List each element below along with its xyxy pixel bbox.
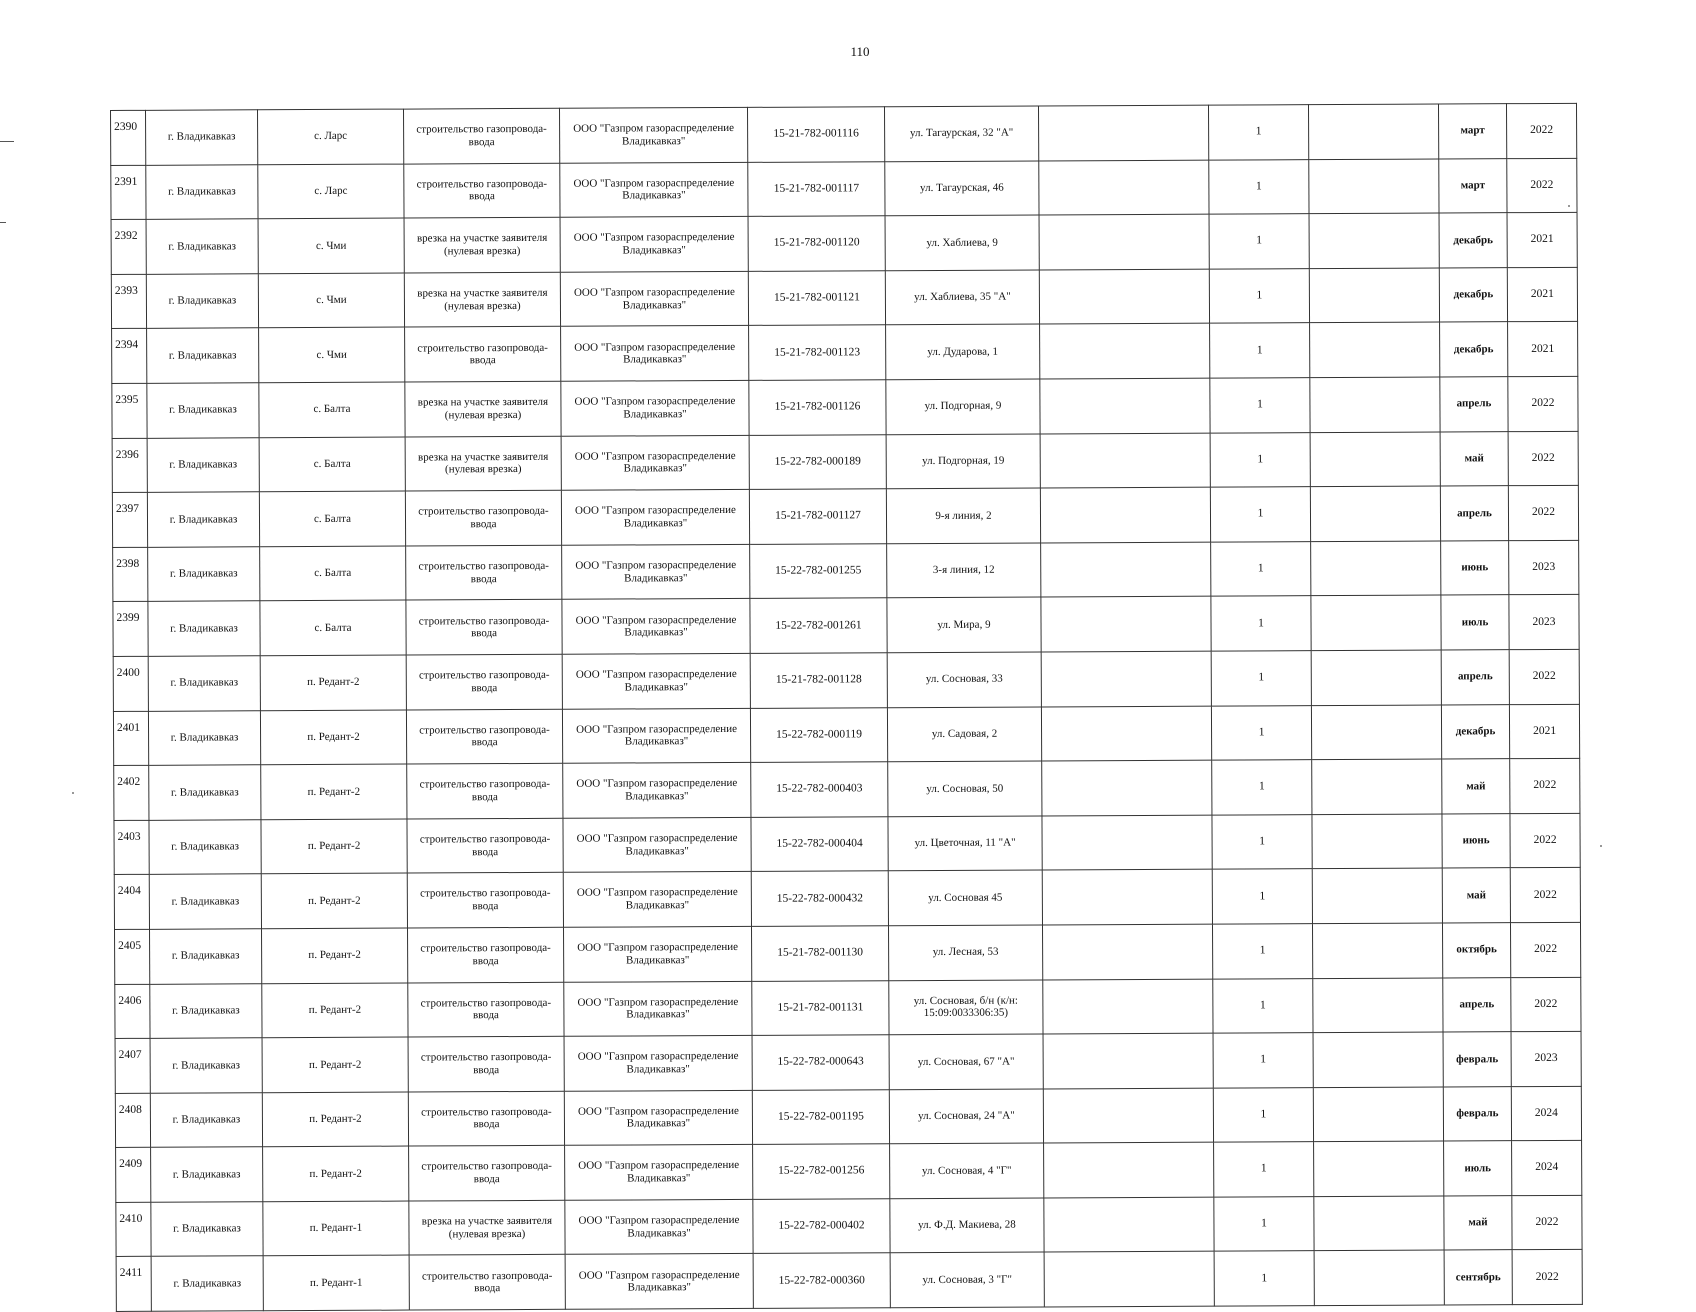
page-number: 110 [850, 44, 870, 59]
city-cell: г. Владикавказ [148, 656, 260, 711]
work-type-cell: строительство газопровода-ввода [406, 654, 562, 709]
table-row [113, 704, 1579, 766]
city-cell: г. Владикавказ [150, 929, 262, 984]
scan-speck [1600, 845, 1602, 847]
row-number-cell: 2395 [112, 383, 147, 438]
empty-cell [1042, 815, 1212, 870]
settlement-cell: с. Ларс [258, 109, 404, 164]
organization-cell: ООО "Газпром газораспределение Владикавказ" [560, 271, 748, 327]
work-type-cell: строительство газопровода-ввода [408, 927, 564, 982]
application-code-cell: 15-22-782-001255 [750, 543, 887, 598]
empty-cell [1314, 1141, 1444, 1196]
empty-cell [1314, 1196, 1444, 1251]
address-cell: ул. Подгорная, 19 [886, 434, 1040, 489]
empty-cell [1044, 1252, 1214, 1307]
application-code-cell: 15-22-782-000404 [751, 816, 888, 871]
city-cell: г. Владикавказ [151, 1202, 263, 1257]
month-cell: апрель [1440, 486, 1508, 541]
month-cell: март [1438, 104, 1506, 159]
row-number-cell: 2396 [112, 438, 147, 493]
work-type-cell: врезка на участке заявителя (нулевая врезка) [405, 381, 561, 436]
month-cell: февраль [1443, 1032, 1511, 1087]
organization-cell: ООО "Газпром газораспределение Владикавказ" [561, 490, 749, 546]
month-cell: июль [1441, 595, 1509, 650]
work-type-cell: врезка на участке заявителя (нулевая врезка) [405, 436, 561, 491]
address-cell: ул. Лесная, 53 [888, 925, 1042, 980]
city-cell: г. Владикавказ [151, 1256, 263, 1311]
count-cell: 1 [1209, 159, 1309, 214]
settlement-cell: п. Редант-2 [260, 710, 406, 765]
application-code-cell: 15-22-782-001195 [752, 1089, 889, 1144]
row-number-cell: 2391 [111, 165, 146, 220]
year-cell: 2022 [1506, 103, 1576, 158]
month-cell: декабрь [1441, 704, 1509, 759]
work-type-cell: строительство газопровода-ввода [407, 763, 563, 818]
row-number-cell: 2403 [114, 820, 149, 875]
address-cell: ул. Хаблиева, 35 "А" [885, 270, 1039, 325]
scan-edge-mark [0, 141, 14, 142]
row-number-cell: 2401 [113, 711, 148, 766]
empty-cell [1310, 432, 1440, 487]
settlement-cell: с. Чми [258, 273, 404, 328]
table-row [113, 540, 1579, 602]
row-number-cell: 2405 [115, 929, 150, 984]
empty-cell [1313, 977, 1443, 1032]
empty-cell [1312, 814, 1442, 869]
city-cell: г. Владикавказ [150, 1092, 262, 1147]
empty-cell [1309, 159, 1439, 214]
settlement-cell: с. Чми [258, 218, 404, 273]
table-row [116, 1250, 1582, 1312]
work-type-cell: строительство газопровода-ввода [405, 490, 561, 545]
application-code-cell: 15-22-782-001256 [753, 1144, 890, 1199]
work-type-cell: врезка на участке заявителя (нулевая врезка) [404, 272, 560, 327]
address-cell: ул. Садовая, 2 [887, 706, 1041, 761]
settlement-cell: с. Балта [259, 437, 405, 492]
year-cell: 2024 [1512, 1141, 1582, 1196]
month-cell: апрель [1440, 377, 1508, 432]
month-cell: декабрь [1439, 267, 1507, 322]
empty-cell [1309, 268, 1439, 323]
empty-cell [1311, 541, 1441, 596]
city-cell: г. Владикавказ [149, 819, 261, 874]
count-cell: 1 [1211, 705, 1311, 760]
address-cell: ул. Сосновая 45 [888, 870, 1042, 925]
count-cell: 1 [1213, 1033, 1313, 1088]
table-row [112, 485, 1578, 547]
table-row [111, 158, 1577, 220]
empty-cell [1042, 924, 1212, 979]
city-cell: г. Владикавказ [146, 219, 258, 274]
year-cell: 2022 [1510, 922, 1580, 977]
empty-cell [1043, 1033, 1213, 1088]
settlement-cell: п. Редант-2 [262, 928, 408, 983]
count-cell: 1 [1209, 268, 1309, 323]
address-cell: ул. Ф.Д. Макиева, 28 [890, 1198, 1044, 1253]
settlement-cell: с. Ларс [258, 164, 404, 219]
count-cell: 1 [1210, 378, 1310, 433]
table-row [111, 103, 1577, 165]
month-cell: июнь [1441, 540, 1509, 595]
settlement-cell: п. Редант-2 [262, 983, 408, 1038]
table-row [113, 595, 1579, 657]
count-cell: 1 [1210, 487, 1310, 542]
address-cell: ул. Сосновая, 3 "Г" [890, 1252, 1044, 1307]
empty-cell [1040, 324, 1210, 379]
empty-cell [1039, 160, 1209, 215]
row-number-cell: 2399 [113, 602, 148, 657]
row-number-cell: 2409 [116, 1148, 151, 1203]
organization-cell: ООО "Газпром газораспределение Владикавказ" [565, 1254, 753, 1310]
address-cell: ул. Мира, 9 [887, 597, 1041, 652]
work-type-cell: строительство газопровода-ввода [408, 982, 564, 1037]
count-cell: 1 [1210, 323, 1310, 378]
settlement-cell: п. Редант-1 [263, 1256, 409, 1311]
settlement-cell: с. Чми [259, 327, 405, 382]
address-cell: ул. Тагаурская, 32 "А" [884, 106, 1038, 161]
empty-cell [1041, 651, 1211, 706]
city-cell: г. Владикавказ [151, 1147, 263, 1202]
year-cell: 2024 [1511, 1086, 1581, 1141]
count-cell: 1 [1210, 432, 1310, 487]
year-cell: 2023 [1509, 540, 1579, 595]
organization-cell: ООО "Газпром газораспределение Владикавказ" [562, 653, 750, 709]
row-number-cell: 2398 [113, 547, 148, 602]
year-cell: 2022 [1510, 758, 1580, 813]
organization-cell: ООО "Газпром газораспределение Владикавказ" [562, 544, 750, 600]
table-row [112, 322, 1578, 384]
address-cell: ул. Тагаурская, 46 [885, 161, 1039, 216]
month-cell: май [1440, 431, 1508, 486]
year-cell: 2022 [1511, 977, 1581, 1032]
organization-cell: ООО "Газпром газораспределение Владикавказ" [562, 599, 750, 655]
month-cell: июнь [1442, 813, 1510, 868]
organization-cell: ООО "Газпром газораспределение Владикавказ" [561, 326, 749, 382]
year-cell: 2023 [1509, 595, 1579, 650]
row-number-cell: 2411 [116, 1257, 151, 1312]
work-type-cell: врезка на участке заявителя (нулевая врезка) [404, 217, 560, 272]
work-type-cell: строительство газопровода-ввода [404, 163, 560, 218]
city-cell: г. Владикавказ [150, 983, 262, 1038]
address-cell: 9-я линия, 2 [886, 488, 1040, 543]
empty-cell [1043, 1088, 1213, 1143]
work-type-cell: строительство газопровода-ввода [408, 1091, 564, 1146]
city-cell: г. Владикавказ [146, 274, 258, 329]
application-code-cell: 15-22-782-000189 [749, 434, 886, 489]
application-code-cell: 15-22-782-000360 [753, 1253, 890, 1308]
application-code-cell: 15-21-782-001130 [751, 926, 888, 981]
table-row [115, 1031, 1581, 1093]
address-cell: ул. Цветочная, 11 "А" [888, 816, 1042, 871]
row-number-cell: 2407 [115, 1038, 150, 1093]
city-cell: г. Владикавказ [148, 547, 260, 602]
row-number-cell: 2397 [112, 492, 147, 547]
row-number-cell: 2406 [115, 984, 150, 1039]
empty-cell [1042, 869, 1212, 924]
work-type-cell: строительство газопровода-ввода [403, 108, 559, 163]
work-type-cell: строительство газопровода-ввода [405, 327, 561, 382]
empty-cell [1041, 542, 1211, 597]
year-cell: 2022 [1508, 376, 1578, 431]
empty-cell [1041, 706, 1211, 761]
settlement-cell: п. Редант-2 [261, 819, 407, 874]
address-cell: ул. Сосновая, 50 [888, 761, 1042, 816]
count-cell: 1 [1208, 105, 1308, 160]
table-row [114, 758, 1580, 820]
organization-cell: ООО "Газпром газораспределение Владикавказ" [563, 817, 751, 873]
year-cell: 2021 [1509, 704, 1579, 759]
address-cell: ул. Сосновая, 4 "Г" [890, 1143, 1044, 1198]
count-cell: 1 [1214, 1251, 1314, 1306]
organization-cell: ООО "Газпром газораспределение Владикавказ" [564, 981, 752, 1037]
empty-cell [1313, 1087, 1443, 1142]
settlement-cell: с. Балта [260, 546, 406, 601]
count-cell: 1 [1212, 924, 1312, 979]
count-cell: 1 [1214, 1197, 1314, 1252]
city-cell: г. Владикавказ [147, 383, 259, 438]
year-cell: 2021 [1508, 322, 1578, 377]
month-cell: май [1442, 759, 1510, 814]
address-cell: ул. Сосновая, 33 [887, 652, 1041, 707]
year-cell: 2022 [1512, 1250, 1582, 1305]
month-cell: апрель [1441, 650, 1509, 705]
organization-cell: ООО "Газпром газораспределение Владикавказ" [563, 872, 751, 928]
address-cell: ул. Дударова, 1 [886, 324, 1040, 379]
empty-cell [1041, 596, 1211, 651]
row-number-cell: 2410 [116, 1202, 151, 1257]
work-type-cell: врезка на участке заявителя (нулевая врезка) [409, 1200, 565, 1255]
organization-cell: ООО "Газпром газораспределение Владикавказ" [559, 107, 747, 163]
application-code-cell: 15-22-782-000403 [751, 762, 888, 817]
organization-cell: ООО "Газпром газораспределение Владикавказ" [564, 1035, 752, 1091]
settlement-cell: с. Балта [259, 382, 405, 437]
city-cell: г. Владикавказ [149, 874, 261, 929]
table-row [111, 213, 1577, 275]
year-cell: 2022 [1510, 868, 1580, 923]
count-cell: 1 [1213, 978, 1313, 1033]
settlement-cell: п. Редант-2 [261, 764, 407, 819]
table-row [113, 649, 1579, 711]
row-number-cell: 2408 [115, 1093, 150, 1148]
application-code-cell: 15-22-782-000119 [750, 707, 887, 762]
city-cell: г. Владикавказ [146, 110, 258, 165]
empty-cell [1311, 705, 1441, 760]
empty-cell [1311, 650, 1441, 705]
empty-cell [1044, 1197, 1214, 1252]
empty-cell [1039, 269, 1209, 324]
empty-cell [1310, 486, 1440, 541]
empty-cell [1309, 213, 1439, 268]
application-code-cell: 15-22-782-001261 [750, 598, 887, 653]
empty-cell [1038, 105, 1208, 160]
organization-cell: ООО "Газпром газораспределение Владикавказ" [561, 380, 749, 436]
address-cell: ул. Сосновая, 67 "А" [889, 1034, 1043, 1089]
settlement-cell: п. Редант-2 [263, 1146, 409, 1201]
table-row [112, 431, 1578, 493]
year-cell: 2022 [1508, 431, 1578, 486]
year-cell: 2022 [1509, 649, 1579, 704]
year-cell: 2022 [1512, 1195, 1582, 1250]
application-code-cell: 15-21-782-001123 [749, 325, 886, 380]
table-row [115, 922, 1581, 984]
organization-cell: ООО "Газпром газораспределение Владикавказ" [563, 926, 751, 982]
register-body [111, 103, 1583, 1311]
settlement-cell: п. Редант-1 [263, 1201, 409, 1256]
table-row [116, 1195, 1582, 1257]
empty-cell [1312, 868, 1442, 923]
empty-cell [1312, 759, 1442, 814]
city-cell: г. Владикавказ [148, 710, 260, 765]
city-cell: г. Владикавказ [146, 164, 258, 219]
settlement-cell: с. Балта [260, 600, 406, 655]
settlement-cell: п. Редант-2 [262, 1092, 408, 1147]
application-code-cell: 15-22-782-000402 [753, 1199, 890, 1254]
application-code-cell: 15-21-782-001116 [747, 107, 884, 162]
empty-cell [1040, 433, 1210, 488]
empty-cell [1039, 214, 1209, 269]
empty-cell [1040, 378, 1210, 433]
month-cell: апрель [1443, 977, 1511, 1032]
empty-cell [1311, 595, 1441, 650]
address-cell: ул. Сосновая, б/н (к/н: 15:09:0033306:35) [889, 979, 1043, 1034]
table-row [115, 1086, 1581, 1148]
city-cell: г. Владикавказ [148, 601, 260, 656]
month-cell: декабрь [1440, 322, 1508, 377]
year-cell: 2021 [1507, 213, 1577, 268]
work-type-cell: строительство газопровода-ввода [407, 818, 563, 873]
application-code-cell: 15-21-782-001120 [748, 216, 885, 271]
work-type-cell: строительство газопровода-ввода [409, 1255, 565, 1310]
empty-cell [1044, 1142, 1214, 1197]
row-number-cell: 2392 [111, 220, 146, 275]
empty-cell [1312, 923, 1442, 978]
table-row [111, 267, 1577, 329]
organization-cell: ООО "Газпром газораспределение Владикавказ" [561, 435, 749, 491]
row-number-cell: 2404 [114, 875, 149, 930]
application-code-cell: 15-21-782-001126 [749, 380, 886, 435]
settlement-cell: п. Редант-2 [260, 655, 406, 710]
count-cell: 1 [1209, 214, 1309, 269]
address-cell: ул. Подгорная, 9 [886, 379, 1040, 434]
count-cell: 1 [1212, 869, 1312, 924]
month-cell: сентябрь [1444, 1250, 1512, 1305]
settlement-cell: п. Редант-2 [261, 873, 407, 928]
work-type-cell: строительство газопровода-ввода [407, 873, 563, 928]
count-cell: 1 [1211, 596, 1311, 651]
work-type-cell: строительство газопровода-ввода [406, 545, 562, 600]
organization-cell: ООО "Газпром газораспределение Владикавказ" [563, 763, 751, 819]
organization-cell: ООО "Газпром газораспределение Владикавказ" [565, 1145, 753, 1201]
work-type-cell: строительство газопровода-ввода [409, 1146, 565, 1201]
settlement-cell: п. Редант-2 [262, 1037, 408, 1092]
empty-cell [1043, 979, 1213, 1034]
empty-cell [1310, 322, 1440, 377]
table-row [116, 1141, 1582, 1203]
table-row [114, 868, 1580, 930]
month-cell: декабрь [1439, 213, 1507, 268]
empty-cell [1040, 487, 1210, 542]
city-cell: г. Владикавказ [149, 765, 261, 820]
work-type-cell: строительство газопровода-ввода [406, 600, 562, 655]
address-cell: ул. Хаблиева, 9 [885, 215, 1039, 270]
organization-cell: ООО "Газпром газораспределение Владикавказ" [560, 217, 748, 273]
scan-speck [72, 792, 74, 794]
organization-cell: ООО "Газпром газораспределение Владикавказ" [560, 162, 748, 218]
count-cell: 1 [1211, 651, 1311, 706]
application-code-cell: 15-21-782-001127 [749, 489, 886, 544]
year-cell: 2022 [1508, 485, 1578, 540]
empty-cell [1313, 1032, 1443, 1087]
year-cell: 2023 [1511, 1031, 1581, 1086]
organization-cell: ООО "Газпром газораспределение Владикавказ" [564, 1090, 752, 1146]
address-cell: 3-я линия, 12 [887, 543, 1041, 598]
row-number-cell: 2390 [111, 110, 146, 165]
empty-cell [1042, 760, 1212, 815]
row-number-cell: 2394 [112, 329, 147, 384]
month-cell: июль [1444, 1141, 1512, 1196]
city-cell: г. Владикавказ [150, 1038, 262, 1093]
year-cell: 2022 [1507, 158, 1577, 213]
count-cell: 1 [1212, 760, 1312, 815]
settlement-cell: с. Балта [259, 491, 405, 546]
table-row [115, 977, 1581, 1039]
row-number-cell: 2393 [111, 274, 146, 329]
row-number-cell: 2400 [113, 656, 148, 711]
application-code-cell: 15-21-782-001117 [748, 161, 885, 216]
row-number-cell: 2402 [114, 765, 149, 820]
month-cell: май [1442, 868, 1510, 923]
table-row [112, 376, 1578, 438]
count-cell: 1 [1212, 814, 1312, 869]
organization-cell: ООО "Газпром газораспределение Владикавказ" [562, 708, 750, 764]
register-table [110, 103, 1583, 1312]
address-cell: ул. Сосновая, 24 "А" [889, 1089, 1043, 1144]
application-code-cell: 15-21-782-001128 [750, 653, 887, 708]
empty-cell [1310, 377, 1440, 432]
count-cell: 1 [1214, 1142, 1314, 1197]
year-cell: 2022 [1510, 813, 1580, 868]
empty-cell [1314, 1250, 1444, 1305]
city-cell: г. Владикавказ [147, 328, 259, 383]
month-cell: октябрь [1442, 923, 1510, 978]
organization-cell: ООО "Газпром газораспределение Владикавказ" [565, 1199, 753, 1255]
work-type-cell: строительство газопровода-ввода [406, 709, 562, 764]
application-code-cell: 15-22-782-000432 [751, 871, 888, 926]
count-cell: 1 [1211, 541, 1311, 596]
city-cell: г. Владикавказ [147, 492, 259, 547]
month-cell: май [1444, 1196, 1512, 1251]
application-code-cell: 15-22-782-000643 [752, 1035, 889, 1090]
month-cell: февраль [1443, 1086, 1511, 1141]
scan-edge-mark [0, 222, 6, 223]
application-code-cell: 15-21-782-001131 [752, 980, 889, 1035]
count-cell: 1 [1213, 1087, 1313, 1142]
empty-cell [1308, 104, 1438, 159]
month-cell: март [1439, 158, 1507, 213]
city-cell: г. Владикавказ [147, 437, 259, 492]
work-type-cell: строительство газопровода-ввода [408, 1036, 564, 1091]
application-code-cell: 15-21-782-001121 [748, 270, 885, 325]
table-row [114, 813, 1580, 875]
year-cell: 2021 [1507, 267, 1577, 322]
